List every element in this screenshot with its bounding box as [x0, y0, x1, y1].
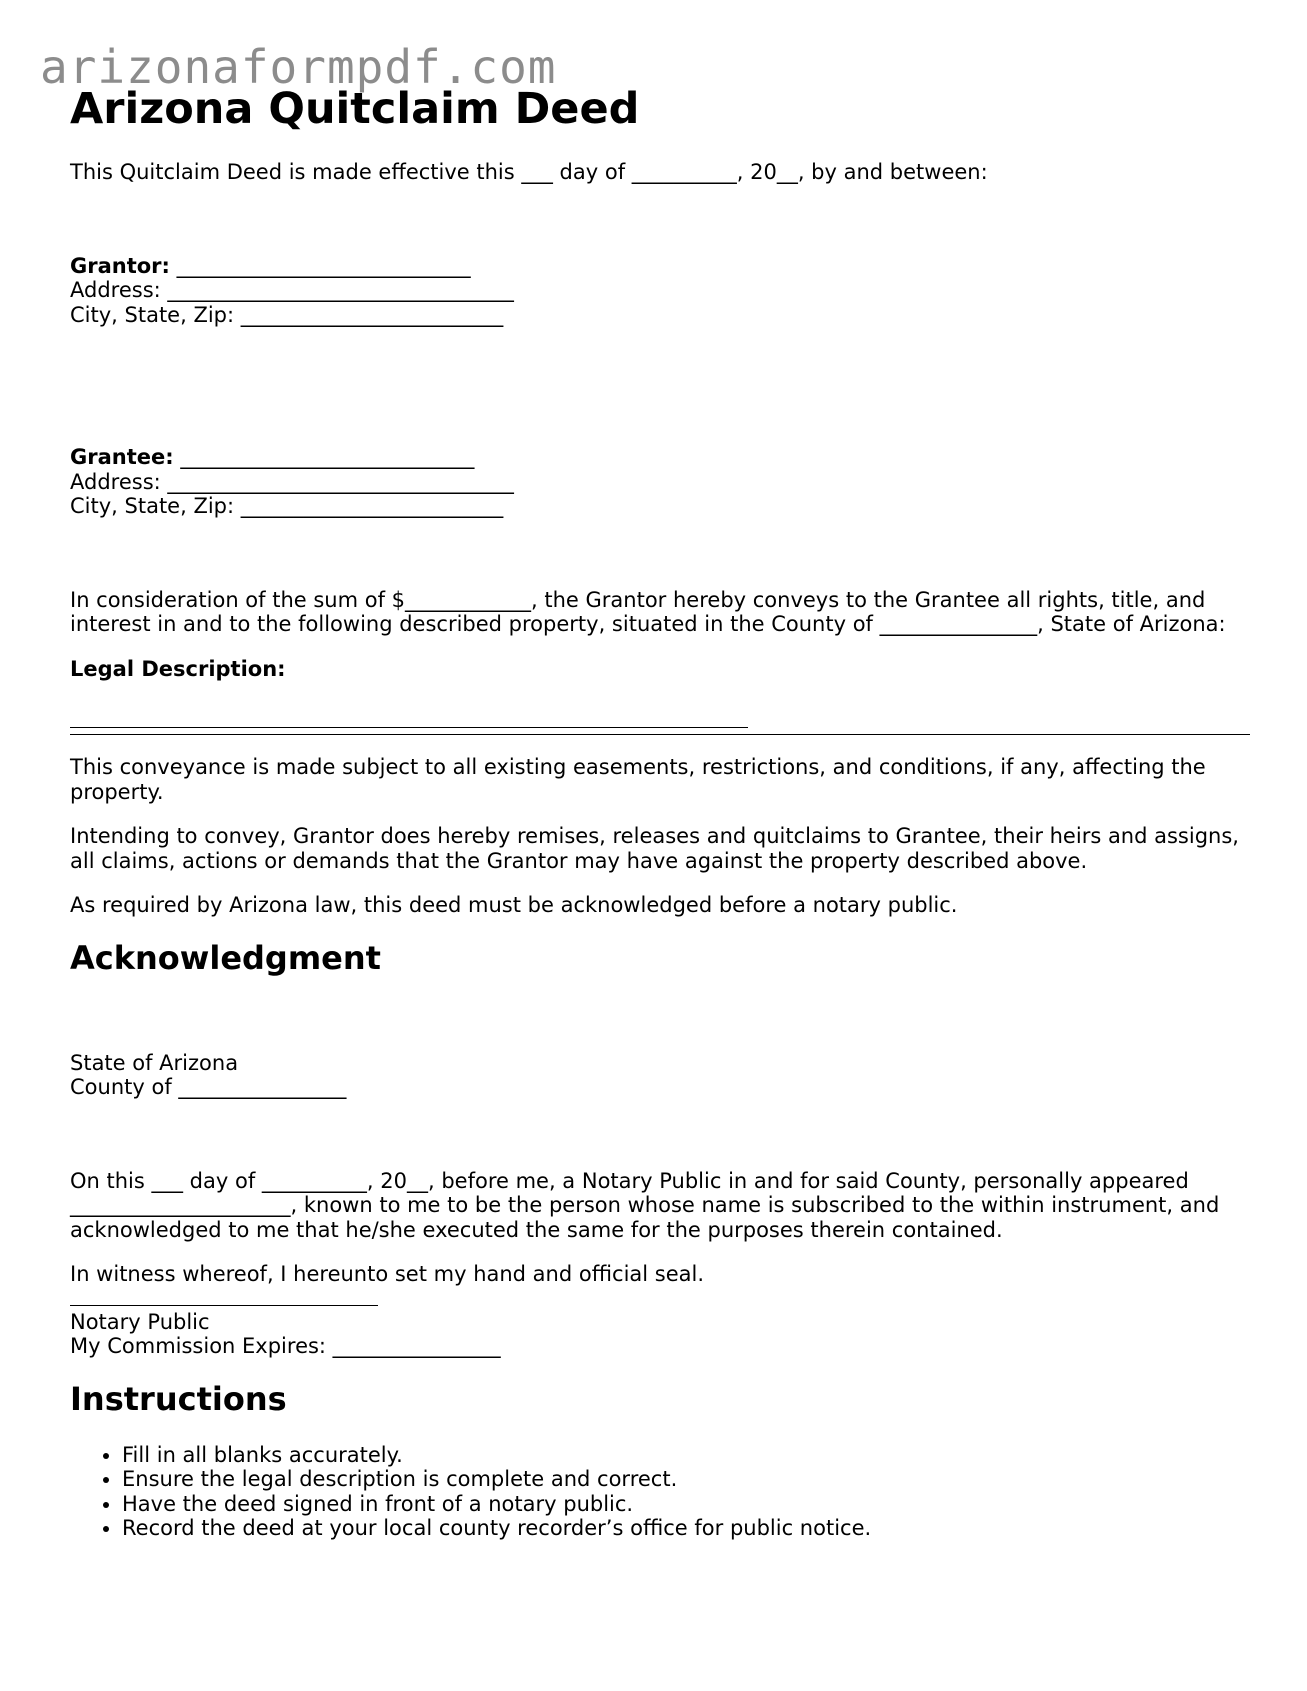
grantor-label: Grantor:	[70, 253, 170, 278]
grantor-line	[70, 254, 1250, 279]
list-item: • Ensure the legal description is complete and correct.	[122, 1467, 1250, 1492]
grantee-address[interactable]: Address: _________________________________	[70, 469, 514, 494]
legal-description-label: Legal Description:	[70, 656, 286, 681]
grantee-name-blank[interactable]: ____________________________	[173, 445, 475, 469]
list-item: • Record the deed at your local county recorder’s office for public notice.	[122, 1516, 1250, 1541]
consideration-paragraph: In consideration of the sum of $____________, the Grantor hereby conveys to the Grantee all rights, title, and interest in and to the following described property, situated in the County of _______________, State of Arizona:	[70, 587, 1226, 636]
notary-required-paragraph: As required by Arizona law, this deed must be acknowledged before a notary public.	[70, 893, 958, 917]
subject-to-paragraph: This conveyance is made subject to all existing easements, restrictions, and conditions, if any, affecting the property.	[70, 755, 1213, 804]
commission-expires[interactable]: My Commission Expires: ________________	[70, 1334, 501, 1358]
legal-description-line-2[interactable]	[70, 734, 1250, 735]
witness-statement: In witness whereof, I hereunto set my hand and official seal.	[70, 1262, 705, 1286]
grantee-line	[70, 445, 1250, 470]
venue-county[interactable]: County of ________________	[70, 1075, 347, 1099]
document-page	[70, 82, 1250, 1541]
page-title: Arizona Quitclaim Deed	[70, 84, 640, 134]
acknowledgment-heading: Acknowledgment	[70, 938, 381, 977]
watermark: arizonaformpdf.com	[40, 40, 557, 94]
venue-block	[70, 1002, 1250, 1149]
grantee-label: Grantee:	[70, 445, 174, 469]
legal-description-line-1[interactable]	[70, 727, 748, 728]
notary-signature-line[interactable]	[70, 1305, 378, 1306]
grantor-address[interactable]: Address: _________________________________	[70, 278, 514, 302]
grantee-block	[70, 396, 1250, 568]
acknowledgment-body: On this ___ day of __________, 20__, before me, a Notary Public in and for said County, personally appeared _____________________, known to me to be the person whose name is subscribed to the within instrument, and acknowledged to me that he/she executed the same for the purposes therein contained.	[70, 1168, 1226, 1242]
grantor-name-blank[interactable]: ____________________________	[169, 253, 471, 278]
instructions-heading: Instructions	[70, 1379, 287, 1418]
list-item: • Have the deed signed in front of a notary public.	[122, 1492, 1250, 1517]
list-item: • Fill in all blanks accurately.	[122, 1443, 1250, 1468]
notary-signature-block	[70, 1305, 1250, 1359]
notary-public-label: Notary Public	[70, 1309, 210, 1334]
grantor-city-state-zip[interactable]: City, State, Zip: _________________________	[70, 302, 504, 327]
grantee-city-state-zip[interactable]: City, State, Zip: _________________________	[70, 494, 504, 518]
intro-paragraph: This Quitclaim Deed is made effective this ___ day of __________, 20__, by and between:	[70, 160, 988, 184]
grantor-block	[70, 205, 1250, 377]
quitclaim-paragraph: Intending to convey, Grantor does hereby remises, releases and quitclaims to Grantee, their heirs and assigns, all claims, actions or demands that the Grantor may have against the property described above.	[70, 824, 1246, 873]
venue-state: State of Arizona	[70, 1050, 239, 1075]
instructions-list	[70, 1443, 1250, 1541]
legal-description-block	[70, 657, 1250, 736]
